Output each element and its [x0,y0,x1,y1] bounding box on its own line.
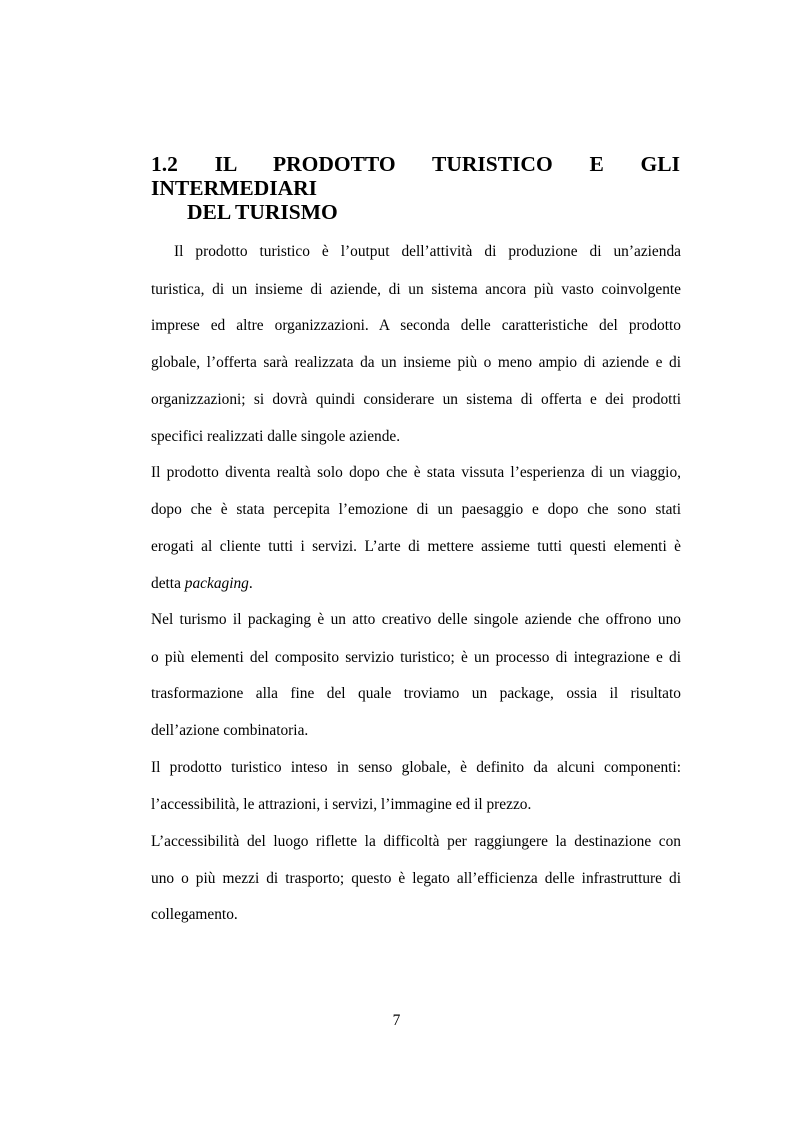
text-fragment: . [248,575,253,592]
text-line: uno o più mezzi di trasporto; questo è legato all’efficienza delle infrastrutture di [151,870,681,887]
text-line: globale, l’offerta sarà realizzata da un insieme più o meno ampio di aziende e di [151,354,681,371]
text-line: Il prodotto turistico è l’output dell’attività di produzione di un’azienda [174,243,681,260]
section-heading-continued: DEL TURISMO [187,200,338,224]
text-fragment: detta [151,575,185,592]
text-line: turistica, di un insieme di aziende, di un sistema ancora più vasto coinvolgente [151,281,681,298]
text-line: dell’azione combinatoria. [151,722,309,739]
text-line: imprese ed altre organizzazioni. A seconda delle caratteristiche del prodotto [151,317,681,334]
text-line: specifici realizzati dalle singole aziende. [151,428,401,445]
text-line: l’accessibilità, le attrazioni, i servizi, l’immagine ed il prezzo. [151,796,532,813]
text-line: Il prodotto diventa realtà solo dopo che è stata vissuta l’esperienza di un viaggio, [151,464,681,481]
text-line: erogati al cliente tutti i servizi. L’arte di mettere assieme tutti questi elementi è [151,538,681,555]
emphasis-term: packaging [184,575,249,592]
text-line: dopo che è stata percepita l’emozione di un paesaggio e dopo che sono stati [151,501,681,518]
text-line: Nel turismo il packaging è un atto creativo delle singole aziende che offrono uno [151,611,681,628]
text-line: Il prodotto turistico inteso in senso globale, è definito da alcuni componenti: [151,759,681,776]
text-line: trasformazione alla fine del quale troviamo un package, ossia il risultato [151,685,681,702]
text-line: organizzazioni; si dovrà quindi considerare un sistema di offerta e dei prodotti [151,391,681,408]
text-line: o più elementi del composito servizio turistico; è un processo di integrazione e di [151,649,681,666]
text-line [151,574,681,594]
text-line: collegamento. [151,906,238,923]
text-line: L’accessibilità del luogo riflette la difficoltà per raggiungere la destinazione con [151,833,681,850]
section-heading: 1.2 IL PRODOTTO TURISTICO E GLI INTERMEDIARI [151,152,680,200]
page-number: 7 [392,1012,401,1029]
